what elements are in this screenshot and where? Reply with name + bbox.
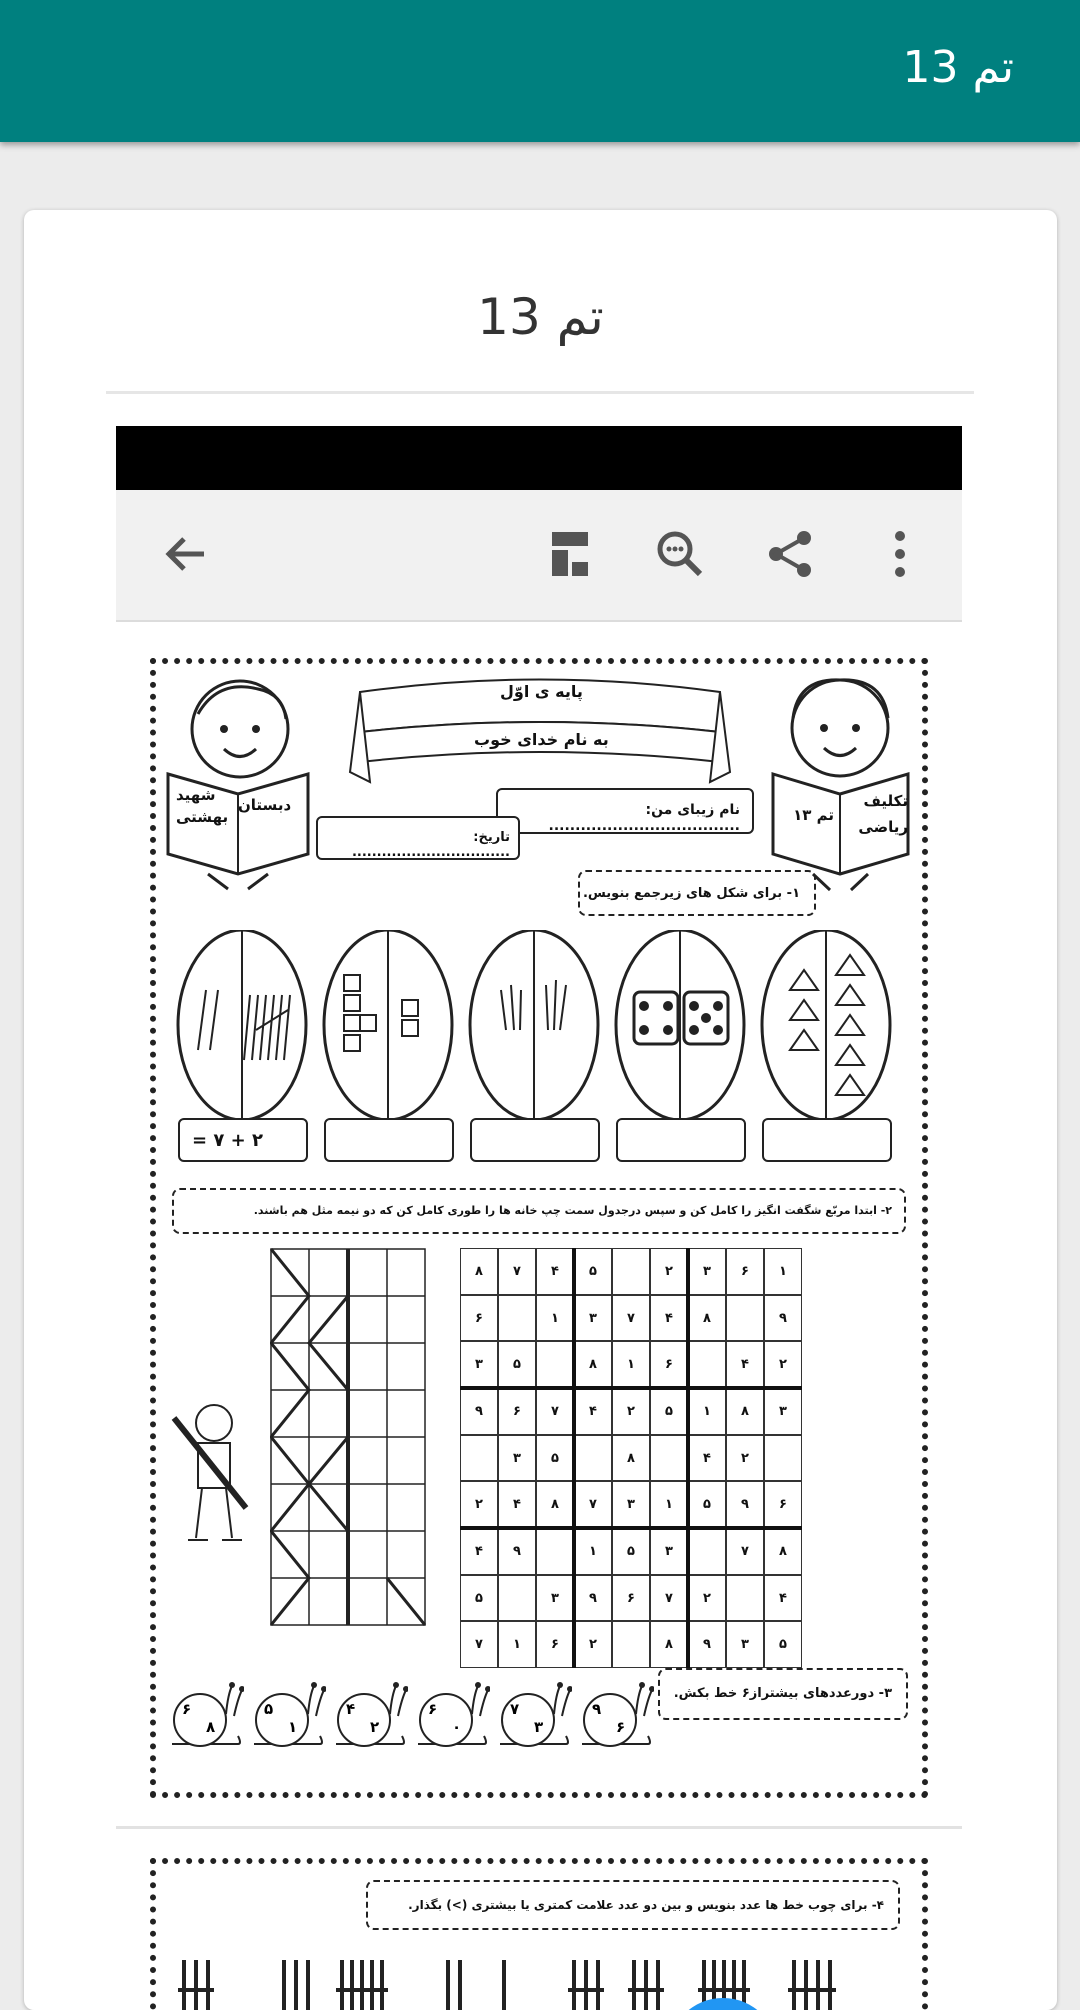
book-left-text-2: دبستان	[238, 796, 292, 814]
sudoku-cell[interactable]	[726, 1295, 764, 1342]
worksheet-page-1	[150, 658, 928, 1798]
snail-number-bottom: ۶	[616, 1718, 626, 1736]
question-4-box	[366, 1880, 900, 1930]
snail-item[interactable]	[330, 1674, 408, 1754]
sudoku-cell[interactable]: ۶	[612, 1575, 650, 1622]
answer-box-2[interactable]	[324, 1118, 454, 1162]
sudoku-cell[interactable]: ۶	[460, 1295, 498, 1342]
sudoku-cell[interactable]: ۸	[536, 1481, 574, 1528]
snail-number-bottom: ۱	[288, 1718, 298, 1736]
sudoku-cell[interactable]: ۲	[612, 1388, 650, 1435]
snail-icon	[576, 1674, 654, 1754]
sudoku-cell[interactable]: ۵	[460, 1575, 498, 1622]
sudoku-cell[interactable]: ۴	[574, 1388, 612, 1435]
question-1-text: ۱- برای شکل های زیرجمع بنویس.	[582, 886, 800, 901]
snail-item[interactable]	[412, 1674, 490, 1754]
sudoku-cell[interactable]: ۷	[650, 1575, 688, 1622]
sudoku-cell[interactable]: ۳	[764, 1388, 802, 1435]
boy-reading-illustration	[158, 674, 318, 894]
question-2-text: ۲- ابتدا مربّع شگفت انگیز را کامل کن و سپس درجدول سمت چپ خانه ها را طوری کامل کن که دو نیمه مثل هم باشند.	[253, 1204, 892, 1217]
sudoku-cell[interactable]	[536, 1528, 574, 1575]
sudoku-cell[interactable]: ۵	[536, 1435, 574, 1482]
question-1-box	[578, 870, 816, 916]
sudoku-cell[interactable]: ۵	[764, 1621, 802, 1668]
sudoku-cell[interactable]: ۱	[612, 1341, 650, 1388]
snail-icon	[412, 1674, 490, 1754]
app-bar-title: تم 13	[902, 42, 1014, 93]
magic-square-grid	[460, 1248, 810, 1668]
answer-box-4[interactable]	[616, 1118, 746, 1162]
sudoku-cell[interactable]: ۱	[688, 1388, 726, 1435]
snail-icon	[248, 1674, 326, 1754]
snail-number-top: ۴	[346, 1700, 356, 1718]
sudoku-cell[interactable]: ۲	[688, 1575, 726, 1622]
boy-pencil-illustration	[166, 1398, 262, 1548]
answer-box-5[interactable]	[762, 1118, 892, 1162]
more-vert-icon[interactable]	[868, 522, 932, 586]
sudoku-cell[interactable]	[726, 1575, 764, 1622]
book-right-text-1: تکلیف	[863, 792, 908, 810]
sudoku-cell[interactable]: ۱	[536, 1295, 574, 1342]
page-separator	[116, 1826, 962, 1829]
sudoku-cell[interactable]: ۵	[574, 1248, 612, 1295]
example-sum: ۲ + ۷ =	[192, 1130, 263, 1151]
snail-number-top: ۶	[428, 1700, 438, 1718]
sudoku-cell[interactable]: ۸	[612, 1435, 650, 1482]
sudoku-cell[interactable]: ۳	[726, 1621, 764, 1668]
sudoku-cell[interactable]: ۹	[726, 1481, 764, 1528]
grid-block-line	[460, 1386, 802, 1390]
sudoku-cell[interactable]	[536, 1341, 574, 1388]
sudoku-cell[interactable]: ۷	[574, 1481, 612, 1528]
sudoku-cell[interactable]: ۸	[650, 1621, 688, 1668]
sudoku-cell[interactable]: ۵	[498, 1341, 536, 1388]
snail-icon	[330, 1674, 408, 1754]
tally-marks	[174, 1950, 874, 2010]
question-4-text: ۴- برای چوب خط ها عدد بنویس و بین دو عدد علامت کمتری یا بیشتری (>) بگذار.	[408, 1898, 884, 1912]
snail-number-top: ۷	[510, 1700, 520, 1718]
sudoku-cell[interactable]: ۲	[726, 1435, 764, 1482]
sudoku-cell[interactable]: ۸	[726, 1388, 764, 1435]
worksheet-screenshot[interactable]	[116, 426, 962, 2010]
snail-item[interactable]	[248, 1674, 326, 1754]
sudoku-cell[interactable]: ۱	[574, 1528, 612, 1575]
question-2-box	[172, 1188, 906, 1234]
sudoku-cell[interactable]	[574, 1435, 612, 1482]
sudoku-cell[interactable]: ۹	[574, 1575, 612, 1622]
snail-item[interactable]	[166, 1674, 244, 1754]
snail-icon	[166, 1674, 244, 1754]
sudoku-cell[interactable]: ۶	[650, 1341, 688, 1388]
sudoku-cell[interactable]: ۷	[536, 1388, 574, 1435]
sudoku-cell[interactable]: ۵	[650, 1388, 688, 1435]
snail-number-top: ۵	[264, 1700, 274, 1718]
sudoku-cell[interactable]	[650, 1435, 688, 1482]
grid-block-line	[572, 1248, 576, 1668]
sudoku-cell[interactable]: ۳	[536, 1575, 574, 1622]
sudoku-cell[interactable]: ۵	[612, 1528, 650, 1575]
snail-number-bottom: ۳	[534, 1718, 544, 1736]
sudoku-cell[interactable]: ۳	[574, 1295, 612, 1342]
sudoku-cell[interactable]: ۹	[688, 1621, 726, 1668]
question-3-text: ۳- دورعددهای بیشتراز۶ خط بکش.	[673, 1686, 892, 1701]
grid-block-line	[460, 1526, 802, 1530]
sudoku-cell[interactable]: ۶	[764, 1481, 802, 1528]
sudoku-cell[interactable]: ۳	[612, 1481, 650, 1528]
sudoku-cell[interactable]: ۸	[688, 1295, 726, 1342]
sudoku-cell[interactable]: ۴	[498, 1481, 536, 1528]
sudoku-cell[interactable]: ۲	[460, 1481, 498, 1528]
question-3-box	[658, 1668, 908, 1720]
grade-text: پایه ی اوّل	[500, 682, 583, 701]
app-bar	[0, 0, 1080, 142]
sudoku-cell[interactable]: ۷	[726, 1528, 764, 1575]
snail-item[interactable]	[576, 1674, 654, 1754]
answer-box-3[interactable]	[470, 1118, 600, 1162]
document-mode-icon[interactable]	[538, 522, 602, 586]
sudoku-cell[interactable]: ۲	[574, 1621, 612, 1668]
sudoku-cell[interactable]	[688, 1528, 726, 1575]
sudoku-cell[interactable]	[612, 1621, 650, 1668]
sudoku-cell[interactable]: ۷	[612, 1295, 650, 1342]
sudoku-cell[interactable]: ۴	[764, 1575, 802, 1622]
sudoku-cell[interactable]: ۵	[688, 1481, 726, 1528]
sudoku-cell[interactable]: ۹	[498, 1528, 536, 1575]
symmetry-grid	[270, 1248, 426, 1628]
sudoku-cell[interactable]: ۸	[460, 1248, 498, 1295]
name-label: نام زیبای من: ....................................	[548, 802, 740, 834]
sudoku-cell[interactable]	[498, 1575, 536, 1622]
grid-block-line	[686, 1248, 690, 1668]
book-left-text-1: شهید	[176, 786, 216, 804]
sudoku-cell[interactable]: ۴	[460, 1528, 498, 1575]
sudoku-cell[interactable]	[764, 1435, 802, 1482]
sudoku-cell[interactable]: ۳	[460, 1341, 498, 1388]
status-bar	[116, 426, 962, 490]
search-zoom-icon[interactable]	[648, 522, 712, 586]
sudoku-cell[interactable]: ۳	[650, 1528, 688, 1575]
arrow-back-icon[interactable]	[154, 522, 218, 586]
content-card	[24, 210, 1057, 2010]
sudoku-cell[interactable]	[612, 1248, 650, 1295]
sudoku-cell[interactable]	[498, 1295, 536, 1342]
snail-row	[166, 1674, 656, 1758]
snail-item[interactable]	[494, 1674, 572, 1754]
divider	[106, 391, 974, 394]
sudoku-cell[interactable]: ۴	[536, 1248, 574, 1295]
snail-number-bottom: ۲	[370, 1718, 380, 1736]
sudoku-cell[interactable]: ۶	[726, 1248, 764, 1295]
snail-number-bottom: ۸	[206, 1718, 216, 1736]
girl-reading-illustration	[768, 668, 918, 894]
sudoku-cell[interactable]: ۱	[650, 1481, 688, 1528]
sudoku-cell[interactable]: ۶	[536, 1621, 574, 1668]
sudoku-cell[interactable]: ۷	[498, 1248, 536, 1295]
heading-text: به نام خدای خوب	[474, 730, 609, 749]
answer-box-1[interactable]	[178, 1118, 308, 1162]
date-label: تاریخ: ................................	[351, 830, 510, 860]
sudoku-cell[interactable]: ۲	[650, 1248, 688, 1295]
sudoku-cell[interactable]: ۸	[764, 1528, 802, 1575]
worksheet-page-2	[150, 1858, 928, 2010]
name-box	[496, 788, 754, 834]
sudoku-cell[interactable]	[460, 1435, 498, 1482]
date-box	[316, 816, 520, 860]
sudoku-cell[interactable]: ۴	[726, 1341, 764, 1388]
sudoku-cell[interactable]: ۷	[460, 1621, 498, 1668]
sudoku-cell[interactable]: ۸	[574, 1341, 612, 1388]
book-right-text-3: ریاضی	[858, 818, 908, 836]
sudoku-cell[interactable]: ۹	[764, 1295, 802, 1342]
sudoku-cell[interactable]: ۴	[688, 1435, 726, 1482]
viewer-toolbar	[116, 490, 962, 622]
snail-number-bottom: ۰	[452, 1718, 462, 1736]
book-left-text-3: بهشتی	[176, 808, 229, 826]
snail-number-top: ۶	[182, 1700, 192, 1718]
sudoku-cell[interactable]: ۲	[764, 1341, 802, 1388]
sudoku-cell[interactable]: ۱	[498, 1621, 536, 1668]
book-right-text-2: تم ۱۳	[793, 806, 834, 824]
sudoku-cell[interactable]: ۴	[650, 1295, 688, 1342]
snail-icon	[494, 1674, 572, 1754]
sudoku-cell[interactable]: ۶	[498, 1388, 536, 1435]
snail-number-top: ۹	[592, 1700, 602, 1718]
card-title: تم 13	[477, 288, 604, 346]
sudoku-cell[interactable]: ۳	[498, 1435, 536, 1482]
sudoku-cell[interactable]	[688, 1341, 726, 1388]
share-icon[interactable]	[758, 522, 822, 586]
sudoku-cell[interactable]: ۹	[460, 1388, 498, 1435]
sudoku-cell[interactable]: ۱	[764, 1248, 802, 1295]
sudoku-cell[interactable]: ۳	[688, 1248, 726, 1295]
